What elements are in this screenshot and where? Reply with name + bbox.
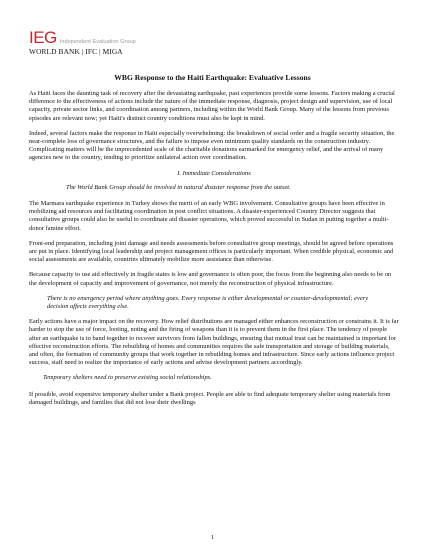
block-quote: There is no emergency period where anything goes. Every response is either developmental or counter-developmental; every decision affects everything else. [47, 294, 369, 311]
paragraph-3: The Marmara earthquake experience in Turkey shows the merit of an early WBG involvement. Consultative groups have been effective in mobilizing aid resources and facilitating coordination in post conflict situations. A disaster-experienced Country Director suggests that consultative groups could also be useful to coordinate aid disaster operations, which proved successful in Sudan in putting together a multi-donor famine effort. [29, 200, 389, 232]
document-title: WBG Response to the Haiti Earthquake: Evaluative Lessons [114, 73, 311, 82]
section-heading: I. Immediate Considerations [177, 169, 251, 177]
paragraph-6: Early actions have a major impact on the recovery. How relief distributions are managed either enhances reconstruction or constrains it. It is far harder to stop the use of force, looting, noting and the firing of weapons than it is to prevent them in the first place. The tendency of people after an earthquake is to band together to recover survivors from fallen buildings, ensuring that mutual trust can be maintained is important for effective reconstruction efforts. The rebuilding of homes and communities requires the safe transportation and storage of building materials, and often, the formation of community groups that work together in rebuilding homes and infrastructure. Since early actions influence project success, staff need to realize the importance of early actions and advise development partners accordingly. [29, 318, 399, 367]
intro-paragraph-1: As Haiti faces the daunting task of recovery after the devastating earthquake, past experiences provide some lessons. Factors making a crucial difference to the effectiveness of actions include the nature of the immediate response, diagnosis, project design and supervision, use of local capacity, private sector links, and coordination among partners, including within the World Bank Group. Many of the lessons from previous episodes are relevant now; yet Haiti's distinct country conditions must also be kept in mind. [29, 90, 395, 122]
paragraph-4: Front-end preparation, including joint damage and needs assessments before consultative group meetings, should be agreed before operations are put in place. Identifying local leadership and project management offices is particularly important. When credible physical, economic and social assessments are available, countries ultimately mobilize more assistance than otherwise. [29, 239, 394, 264]
lesson-heading-2: Temporary shelters need to preserve existing social relationships. [43, 374, 212, 382]
ieg-logo: IEG [29, 28, 57, 47]
org-line: WORLD BANK | IFC | MIGA [29, 47, 123, 56]
lesson-heading-1: The World Bank Group should be involved in natural disaster response from the outset. [66, 183, 291, 191]
logo-subtitle: Independent Evaluation Group [59, 39, 136, 45]
document-body [29, 90, 399, 414]
header [29, 30, 136, 56]
paragraph-5: Because capacity to use aid effectively in fragile states is low and governance is often poor, the focus from the beginning also needs to be on the development of capacity and improvement of governance, not merely the reconstruction of physical infrastructure. [29, 271, 392, 287]
paragraph-7: If possible, avoid expensive temporary shelter under a Bank project. People are able to find adequate temporary shelter using materials from damaged buildings, and families that did not lose their dwellings [29, 390, 391, 406]
page-number: 1 [210, 534, 215, 541]
logo-row [29, 30, 136, 46]
intro-paragraph-2: Indeed, several factors make the response in Haiti especially overwhelming: the breakdown of social order and a fragile security situation, the near-complete loss of governance structures, and the failure to impose even minimum quality standards on the construction industry. Complicating matters will be the unprecedented scale of the charitable donations earmarked for emergency relief, and the arrival of many agencies new to the country, tending to prioritize unilateral action over coordination. [29, 129, 395, 162]
